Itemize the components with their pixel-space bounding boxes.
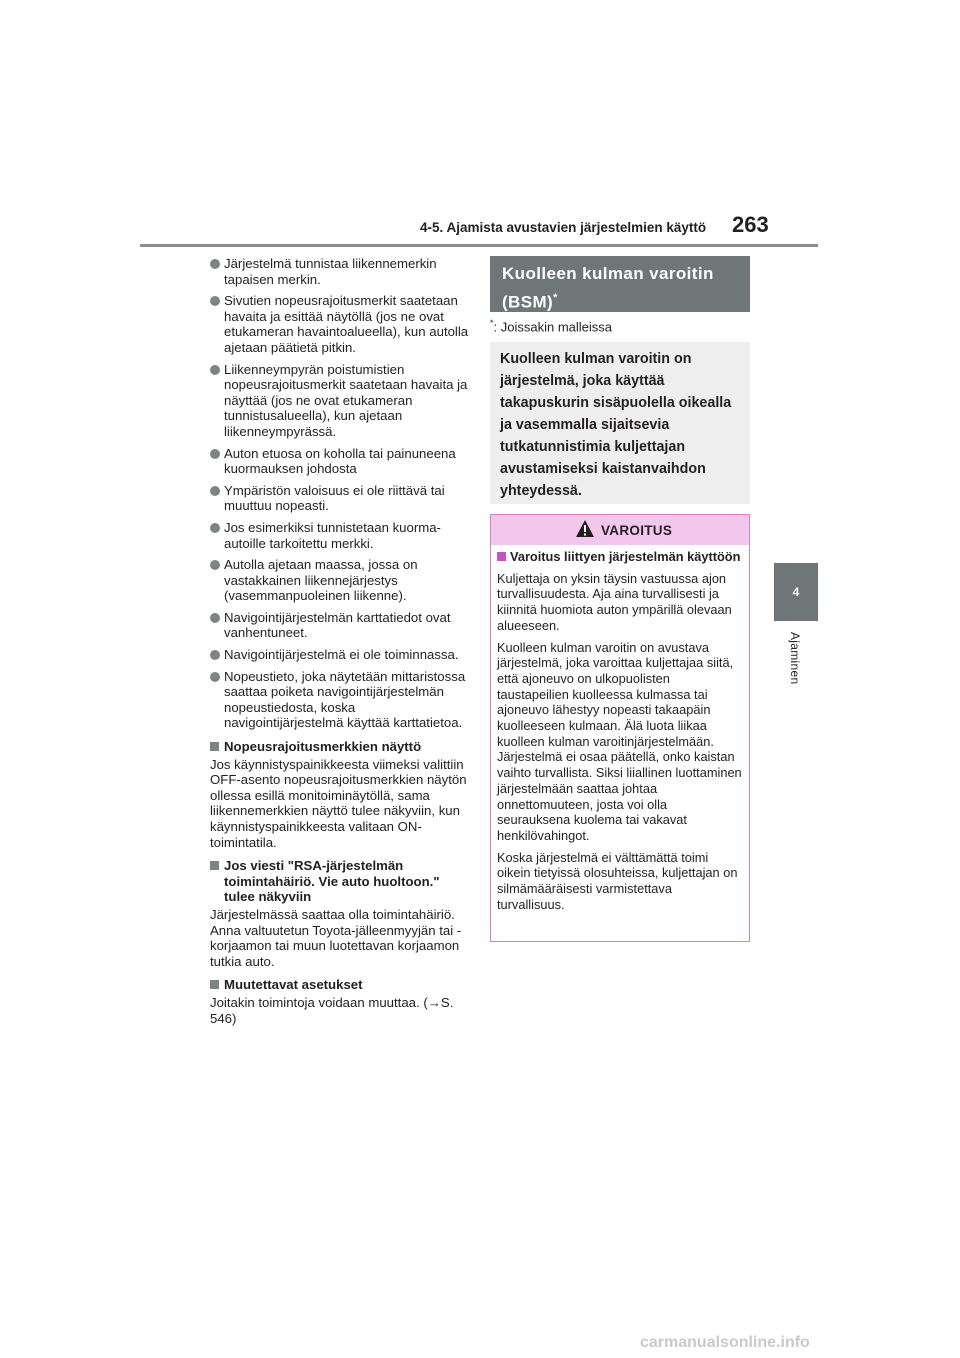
square-bullet-icon	[210, 980, 219, 989]
section-heading-text: Jos viesti "RSA-järjestelmän toimintahäiriö. Vie auto huoltoon." tulee näkyviin	[224, 858, 440, 905]
bsm-intro-text: Kuolleen kulman varoitin on järjestelmä, joka käyttää takapuskurin sisäpuolella oikealla ja vasemmalla sijaitsevia tutkatunnistimia kuljettajan avustamiseksi kaistanvaihdon yhteydessä.	[500, 351, 732, 499]
section-title: 4-5. Ajamista avustavien järjestelmien käyttö	[420, 220, 707, 235]
bullet-icon	[210, 365, 220, 375]
bullet-icon	[210, 296, 220, 306]
chapter-tab[interactable]: 4	[774, 563, 818, 621]
section-paragraph: Jos käynnistyspainikkeesta viimeksi valittiin OFF-asento nopeusrajoitusmerkkien näytön ollessa esillä monitoiminäytöllä, sama liikennemerkkien näyttö tulee näkyviin, kun käynnistyspainikkeesta valitaan ON-toimintatila.	[210, 756, 467, 850]
section-heading	[210, 739, 472, 755]
list-item-text: Ympäristön valoisuus ei ole riittävä tai muuttuu nopeasti.	[224, 482, 445, 514]
header-divider	[140, 244, 818, 247]
list-item-text: Sivutien nopeusrajoitusmerkit saatetaan havaita ja esittää näytöllä (jos ne ovat etukameran havaintoalueella), kun autolla ajetaan päätietä pitkin.	[224, 293, 469, 355]
footnote	[490, 318, 612, 334]
list-item	[210, 669, 472, 731]
left-column	[210, 256, 472, 1032]
warning-header	[491, 515, 749, 545]
list-item	[210, 557, 472, 604]
square-bullet-icon	[210, 861, 219, 870]
list-item-text: Autolla ajetaan maassa, jossa on vastakkainen liikennejärjestys (vasemmanpuoleinen liikenne).	[224, 557, 418, 604]
bsm-title	[502, 262, 742, 315]
list-item	[210, 362, 472, 440]
bullet-icon	[210, 560, 220, 570]
list-item	[210, 647, 472, 663]
bullet-icon	[210, 259, 220, 269]
warning-paragraph: Kuljettaja on yksin täysin vastuussa ajon turvallisuudesta. Aja aina turvallisesti ja kiinnitä huomiota auton ympärillä olevaan alueeseen.	[497, 570, 732, 633]
bullet-icon	[210, 486, 220, 496]
bullet-icon	[210, 613, 220, 623]
bullet-icon	[210, 449, 220, 459]
bsm-title-box	[490, 256, 750, 312]
square-bullet-icon	[210, 742, 219, 751]
warning-subheading	[497, 549, 743, 565]
list-item	[210, 446, 472, 477]
square-bullet-icon	[497, 552, 506, 561]
warning-subheading-text: Varoitus liittyen järjestelmän käyttöön	[510, 549, 741, 564]
bullet-icon	[210, 672, 220, 682]
warning-paragraph: Koska järjestelmä ei välttämättä toimi oikein tietyissä olosuhteissa, kuljettajan on silmämääräisesti varmistettava turvallisuus.	[497, 849, 738, 912]
list-item-text: Navigointijärjestelmän karttatiedot ovat vanhentuneet.	[224, 609, 451, 641]
section-paragraph: Järjestelmässä saattaa olla toimintahäiriö. Anna valtuutetun Toyota-jälleenmyyjän tai -korjaamon tai muun luotettavan korjaamon tutkia auto.	[210, 906, 462, 969]
warning-paragraph: Kuolleen kulman varoitin on avustava järjestelmä, joka varoittaa kuljettajaa siitä, että ajoneuvo on ulkopuolisten taustapeilien kuolleessa kulmassa tai ajoneuvo lähestyy nopeasti takaapäin kuolleeseen kulmaan. Älä luota liikaa kuolleen kulman varoitinjärjestelmään. Järjestelmä ei osaa päätellä, onko kaistan vaihto turvallista. Siksi liiallinen luottaminen järjestelmään saattaa johtaa onnettomuuteen, josta voi olla seurauksena kuolema tai vakavat henkilövahingot.	[497, 639, 742, 843]
list-item-text: Jos esimerkiksi tunnistetaan kuorma-autoille tarkoitettu merkki.	[224, 519, 441, 551]
footnote-marker: *	[490, 318, 494, 328]
page-header	[0, 0, 960, 250]
section-heading-text: Nopeusrajoitusmerkkien näyttö	[224, 739, 422, 755]
list-item	[210, 293, 472, 355]
watermark: carmanualsonline.info	[640, 1334, 810, 1351]
list-item	[210, 483, 472, 514]
bsm-title-text: Kuolleen kulman varoitin (BSM)	[502, 264, 714, 312]
bullet-icon	[210, 650, 220, 660]
bullet-icon	[210, 523, 220, 533]
section-paragraph: Joitakin toimintoja voidaan muuttaa. (→S. 546)	[210, 994, 454, 1026]
list-item	[210, 520, 472, 551]
warning-title: VAROITUS	[601, 523, 673, 538]
list-item-text: Liikenneympyrän poistumistien nopeusrajoitusmerkit saatetaan havaita ja näyttää (jos ne ovat etukameran tunnistusalueella), kun ajetaan liikenneympyrässä.	[224, 361, 468, 439]
list-item-text: Nopeustieto, joka näytetään mittaristossa saattaa poiketa navigointijärjestelmän nopeustiedosta, koska navigointijärjestelmä käyttää karttatietoa.	[224, 668, 466, 731]
bsm-intro-box	[490, 342, 750, 504]
warning-triangle-icon	[575, 519, 595, 539]
list-item-text: Auton etuosa on koholla tai painuneena kuormauksen johdosta	[224, 445, 456, 477]
footnote-text: : Joissakin malleissa	[493, 319, 613, 335]
list-item	[210, 256, 472, 287]
list-item	[210, 610, 472, 641]
section-heading-text: Muutettavat asetukset	[224, 977, 363, 993]
section-heading	[210, 858, 472, 905]
footnote-marker: *	[553, 292, 558, 304]
page-number: 263	[732, 212, 769, 237]
warning-box	[490, 514, 750, 942]
chapter-label: Ajaminen	[788, 632, 802, 685]
warning-body	[497, 549, 743, 918]
list-item-text: Järjestelmä tunnistaa liikennemerkin tapaisen merkin.	[224, 256, 437, 287]
list-item-text: Navigointijärjestelmä ei ole toiminnassa.	[224, 647, 459, 663]
section-heading	[210, 977, 472, 993]
